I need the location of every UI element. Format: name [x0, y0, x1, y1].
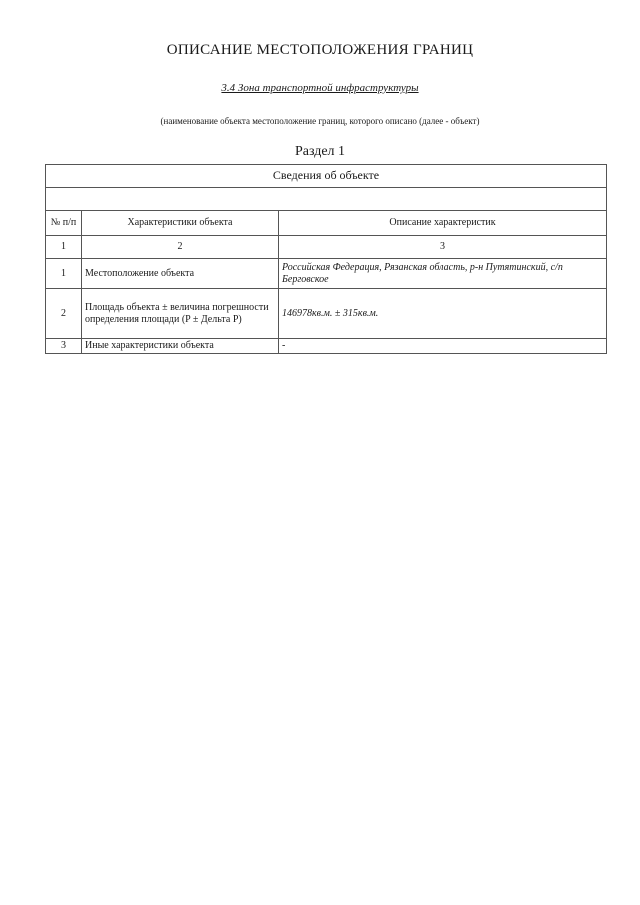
row-characteristic: Местоположение объекта [82, 259, 279, 289]
row-characteristic: Иные характеристики объекта [82, 339, 279, 354]
column-header-row [46, 211, 607, 236]
table-row [46, 289, 607, 339]
row-description: - [279, 339, 607, 354]
column-number-1: 1 [46, 236, 82, 259]
row-num: 2 [46, 289, 82, 339]
section-title: Раздел 1 [294, 144, 346, 159]
object-note: (наименование объекта местоположение границ, которого описано (далее - объект) [160, 116, 480, 126]
table-header-row [46, 165, 607, 188]
table-blank-cell [46, 188, 607, 211]
zone-name-text: 3.4 Зона транспортной инфраструктуры [221, 82, 419, 94]
column-number-2: 2 [82, 236, 279, 259]
table-blank-row [46, 188, 607, 211]
document-title: ОПИСАНИЕ МЕСТОПОЛОЖЕНИЯ ГРАНИЦ [166, 42, 474, 58]
column-number-3: 3 [279, 236, 607, 259]
column-header-characteristic: Характеристики объекта [82, 211, 279, 236]
column-header-description: Описание характеристик [279, 211, 607, 236]
row-num: 1 [46, 259, 82, 289]
row-characteristic: Площадь объекта ± величина погрешности определения площади (P ± Дельта P) [82, 289, 279, 339]
row-description: Российская Федерация, Рязанская область, р-н Путятинский, с/п Берговское [279, 259, 607, 289]
row-num: 3 [46, 339, 82, 354]
zone-name [0, 82, 640, 94]
column-number-row [46, 236, 607, 259]
table-row [46, 339, 607, 354]
object-info-table [45, 164, 607, 354]
table-header: Сведения об объекте [46, 165, 607, 188]
table-row [46, 259, 607, 289]
row-description: 146978кв.м. ± 315кв.м. [279, 289, 607, 339]
column-header-num: № п/п [46, 211, 82, 236]
